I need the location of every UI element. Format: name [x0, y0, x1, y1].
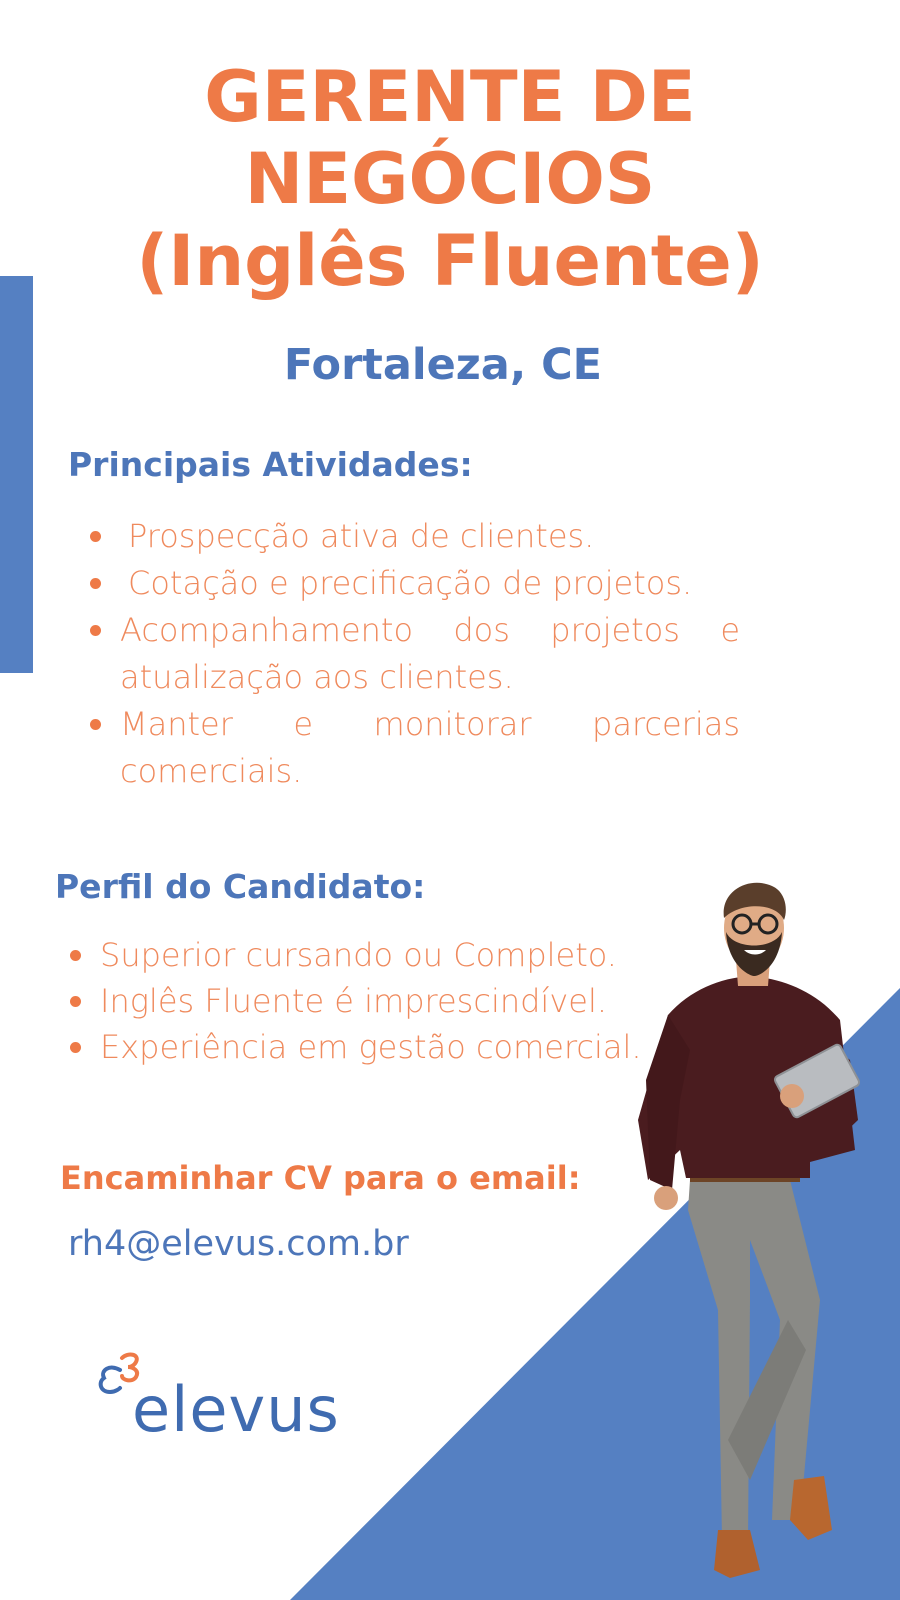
activity-text: Manter e monitorar parcerias comerciais.: [120, 705, 740, 790]
list-item: [70, 1024, 670, 1070]
elevus-logo: [96, 1352, 356, 1462]
job-title: [100, 56, 800, 302]
activities-list: [90, 513, 740, 795]
profile-text: Experiência em gestão comercial.: [100, 1028, 642, 1066]
list-item: [70, 978, 670, 1024]
activities-heading: Principais Atividades:: [68, 445, 473, 484]
job-title-line-3: (Inglês Fluente): [136, 220, 764, 302]
bullet-icon: [70, 996, 81, 1007]
job-title-line-2: NEGÓCIOS: [244, 138, 656, 220]
elevus-logo-text: elevus: [132, 1373, 340, 1446]
list-item: [90, 513, 740, 560]
bullet-icon: [90, 578, 101, 589]
job-title-line-1: GERENTE DE: [204, 56, 696, 138]
contact-heading: Encaminhar CV para o email:: [60, 1159, 581, 1197]
businessman-photo: [610, 880, 900, 1600]
activity-text: Cotação e precificação de projetos.: [128, 564, 693, 602]
contact-email-link[interactable]: rh4@elevus.com.br: [68, 1224, 409, 1264]
activity-text: Prospecção ativa de clientes.: [128, 517, 595, 555]
profile-text: Inglês Fluente é imprescindível.: [100, 982, 607, 1020]
bullet-icon: [70, 1042, 81, 1053]
bullet-icon: [90, 719, 101, 730]
list-item: [90, 560, 740, 607]
job-location: Fortaleza, CE: [283, 340, 603, 390]
profile-heading: Perfil do Candidato:: [55, 867, 426, 906]
profile-list: [70, 932, 670, 1070]
list-item: [90, 607, 740, 701]
bullet-icon: [90, 531, 101, 542]
activity-text: Acompanhamento dos projetos e atualização aos clientes.: [120, 611, 740, 696]
bullet-icon: [70, 950, 81, 961]
list-item: [70, 932, 670, 978]
left-accent-bar: [0, 276, 33, 673]
list-item: [90, 701, 740, 795]
profile-text: Superior cursando ou Completo.: [100, 936, 617, 974]
bullet-icon: [90, 625, 101, 636]
